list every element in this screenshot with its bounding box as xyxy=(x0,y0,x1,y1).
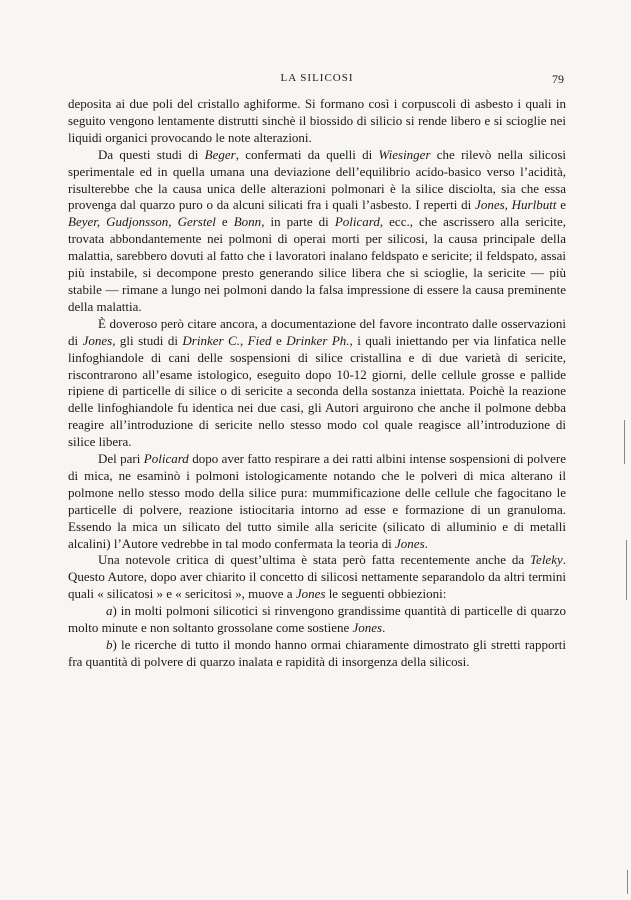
italic-run: Jones xyxy=(295,586,326,602)
italic-run: Jones xyxy=(352,620,383,636)
text-run: deposita ai due poli del cristallo aghiforme. Si formano così i corpuscoli di asbesto i quali in seguito vengono lentamente distrutti sinchè il biossido di silicio si rende libero e si scioglie nei liquidi organici provocando le note alterazioni. xyxy=(68,96,566,145)
italic-run: Beger xyxy=(204,146,236,162)
scan-edge-mark xyxy=(624,420,625,464)
page-number: 79 xyxy=(552,72,564,86)
body-text xyxy=(68,96,566,671)
italic-run: Jones xyxy=(395,535,425,551)
text-run: le seguenti obbiezioni: xyxy=(325,586,447,602)
paragraph-beger-wiesinger xyxy=(68,147,566,316)
text-run: ) le ricerche di tutto il mondo hanno ormai chiaramente dimostrato gli stretti rapporti fra quantità di polvere di quarzo inalata e rapidità di insorgenza della silicosi. xyxy=(68,637,566,669)
text-run: e xyxy=(271,332,287,348)
italic-run: Policard xyxy=(334,214,380,230)
italic-run: Drinker C., Fied xyxy=(182,332,272,348)
text-run: , in parte di xyxy=(261,214,335,230)
text-run: . Questo Autore, dopo aver chiarito il concetto di silicosi nettamente separandolo da altri termini quali « silicatosi » e « sericitosi », muove a xyxy=(68,552,566,602)
italic-run: Wiesinger xyxy=(378,146,431,162)
italic-run: Jones xyxy=(82,332,113,348)
text-run: dopo aver fatto respirare a dei ratti albini intense sospensioni di polvere di mica, ne esaminò i polmoni istologicamente notando che le polveri di mica alterano il polmone nello stesso modo della silice pura: mummificazione delle cellule che fagocitano le particelle di polvere, reazione istiocitaria intorno ad esse e formazione di un granuloma. Essendo la mica un silicato del tutto simile alla sericite (silicato di alluminio e di metalli alcalini) l’Autore vedrebbe in tal modo confermata la teoria di xyxy=(68,451,566,551)
text-run: , ecc., che ascrissero alla sericite, trovata abbondantemente nei polmoni di operai morti per silicosi, la causa principale della malattia, sarebbero dovuti al fatto che i lavoratori inalano feldspato e sericite; il feldspato, assai più instabile, si decompone presto generando silice libera che si scioglie, la sericite — più stabile — rimane a lungo nei polmoni dando la falsa impressione di essere la causa preminente della malattia. xyxy=(68,214,566,314)
text-run: Una notevole critica di quest’ultima è stata però fatta recentemente anche da xyxy=(98,552,531,568)
paragraph-asbesto-corpuscles xyxy=(68,96,566,147)
paragraph-drinker-studies xyxy=(68,316,566,451)
italic-run: Beyer, Gudjonsson, Gerstel xyxy=(68,214,216,230)
text-run: e xyxy=(215,214,234,230)
text-run: Da questi studi di xyxy=(98,146,205,162)
italic-run: b xyxy=(106,637,113,652)
text-run: ) in molti polmoni silicotici si rinvengono grandissime quantità di particelle di quarzo molto minute e non soltanto grossolane come sostiene xyxy=(68,603,566,636)
text-run: e xyxy=(556,197,566,213)
text-run: , gli studi di xyxy=(112,332,183,348)
text-run: È doveroso però citare ancora, a documentazione del favore incontrato dalle osservazioni di xyxy=(68,315,566,348)
scan-edge-mark xyxy=(627,870,628,894)
italic-run: Drinker Ph. xyxy=(286,332,350,348)
scan-edge-mark xyxy=(626,540,627,600)
text-run: . xyxy=(424,535,428,551)
running-title: LA SILICOSI xyxy=(280,72,354,84)
text-run: . xyxy=(382,620,386,636)
objection-a xyxy=(68,603,566,637)
italic-run: Jones, Hurlbutt xyxy=(475,197,557,213)
text-run: , confermati da quelli di xyxy=(235,146,379,162)
italic-run: Policard xyxy=(143,451,189,467)
paragraph-policard-mica xyxy=(68,451,566,552)
text-run: che rilevò nella silicosi sperimentale ed in quella umana una deviazione dell’equilibrio acido-basico verso l’acidità, risulterebbe che la causa unica delle alterazioni polmonari è la silice disciolta, sia che essa provenga dal quarzo puro o da alcuni silicati fra i quali l’asbesto. I reperti di xyxy=(68,146,567,213)
text-run: , i quali iniettando per via linfatica nelle linfoghiandole di cani delle sospensioni di silice cristallina e di due varietà di sericite, riscontrarono all’esame istologico, eseguito dopo 10-12 giorni, delle cellule grosse e pallide ripiene di particelle di silice o di sericite a seconda della sostanza iniettata. Poichè la reazione delle linfoghiandole fu identica nei due casi, gli Autori arguirono che anche il polmone debba reagire all’introduzione di sericite nello stesso modo col quale reagisce all’introduzione di silice libera. xyxy=(68,332,566,450)
italic-run: Teleky xyxy=(530,552,563,568)
italic-run: a xyxy=(106,603,113,619)
paragraph-teleky-critique xyxy=(68,552,566,603)
objection-b xyxy=(68,637,566,671)
text-run: Del pari xyxy=(98,451,144,467)
page-header xyxy=(68,72,566,88)
italic-run: Bonn xyxy=(233,214,262,230)
